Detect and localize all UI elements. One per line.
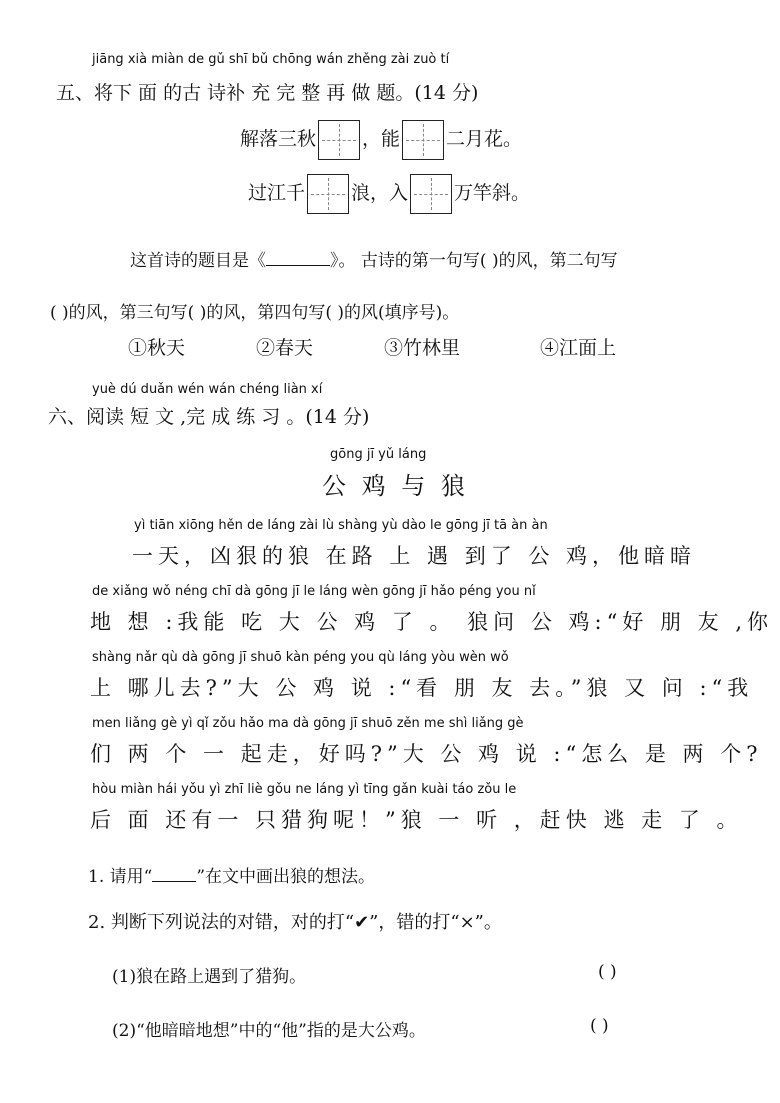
judge-item-2: (2)“他暗暗地想”中的“他”指的是大公鸡。	[112, 1021, 426, 1041]
poem-title-question	[130, 246, 618, 271]
title-blank[interactable]	[266, 247, 330, 266]
option-4: ④江面上	[540, 337, 617, 359]
underline-sample	[152, 865, 196, 882]
answer-box-3[interactable]	[307, 174, 349, 214]
story-line-4: 们 两 个 一 起走，好吗?”大 公 鸡 说 :“怎么 是 两 个?	[90, 742, 763, 766]
story-line-1: 一天，凶狠的狼 在路 上 遇 到了 公 鸡，他暗暗	[132, 544, 697, 568]
title-q-a: 这首诗的题目是《	[130, 251, 266, 271]
fill-order-question: ( )的风，第三句写( )的风，第四句写( )的风(填序号)。	[50, 303, 460, 323]
q5-pinyin: jiāng xià miàn de gǔ shī bǔ chōng wán zhěng zài zuò tí	[92, 52, 450, 67]
answer-box-1[interactable]	[318, 120, 360, 160]
story-line-2: 地 想 :我能 吃 大 公 鸡 了 。 狼问 公 鸡:“好 朋 友 ,你	[90, 610, 774, 634]
poem-line-2-b: 浪，入	[351, 182, 409, 204]
title-q-b: 》。 古诗的第一句写( )的风，第二句写	[330, 251, 618, 271]
question-2: 2. 判断下列说法的对错，对的打“✔”，错的打“×”。	[88, 912, 502, 933]
judge-answer-2[interactable]: ( )	[590, 1016, 609, 1036]
story-line-5: 后 面 还有一 只猎狗呢！”狼 一 听 ，赶快 逃 走 了 。	[90, 808, 743, 832]
story-line-3: 上 哪儿去?”大 公 鸡 说 :“看 朋 友 去。”狼 又 问 :“我	[90, 676, 754, 700]
poem-line-1-b: ，能	[362, 128, 401, 150]
poem-line-1-a: 解落三秋	[240, 128, 317, 150]
answer-box-2[interactable]	[402, 120, 444, 160]
option-2: ②春天	[256, 337, 314, 359]
question-1	[88, 862, 375, 887]
story-pinyin-1: yì tiān xiōng hěn de láng zài lù shàng yù dào le gōng jī tā àn àn	[134, 518, 548, 533]
q5-heading: 五、将下 面 的古 诗补 充 完 整 再 做 题。(14 分)	[56, 82, 479, 104]
judge-answer-1[interactable]: ( )	[598, 962, 617, 982]
story-pinyin-4: men liǎng gè yì qǐ zǒu hǎo ma dà gōng jī shuō zěn me shì liǎng gè	[92, 716, 524, 731]
poem-line-2-c: 万竿斜。	[454, 182, 531, 204]
story-pinyin-2: de xiǎng wǒ néng chī dà gōng jī le láng wèn gōng jī hǎo péng you nǐ	[92, 584, 536, 599]
story-pinyin-3: shàng nǎr qù dà gōng jī shuō kàn péng you qù láng yòu wèn wǒ	[92, 650, 509, 665]
poem-line-1	[240, 118, 522, 160]
q6-pinyin: yuè dú duǎn wén wán chéng liàn xí	[92, 382, 323, 397]
option-1: ①秋天	[128, 337, 186, 359]
poem-line-1-c: 二月花。	[446, 128, 523, 150]
story-title: 公 鸡 与 狼	[322, 472, 469, 500]
q6-heading: 六、阅读 短 文 ,完 成 练 习 。(14 分)	[48, 406, 370, 428]
question-1-b: ”在文中画出狼的想法。	[196, 867, 376, 887]
story-title-pinyin: gōng jī yǔ láng	[330, 447, 427, 462]
poem-line-2	[248, 172, 530, 214]
judge-item-1: (1)狼在路上遇到了猎狗。	[112, 967, 307, 987]
answer-box-4[interactable]	[410, 174, 452, 214]
question-1-a: 1. 请用“	[88, 867, 153, 887]
option-3: ③竹林里	[384, 337, 461, 359]
story-pinyin-5: hòu miàn hái yǒu yì zhī liè gǒu ne láng yì tīng gǎn kuài táo zǒu le	[92, 782, 517, 797]
poem-line-2-a: 过江千	[248, 182, 306, 204]
